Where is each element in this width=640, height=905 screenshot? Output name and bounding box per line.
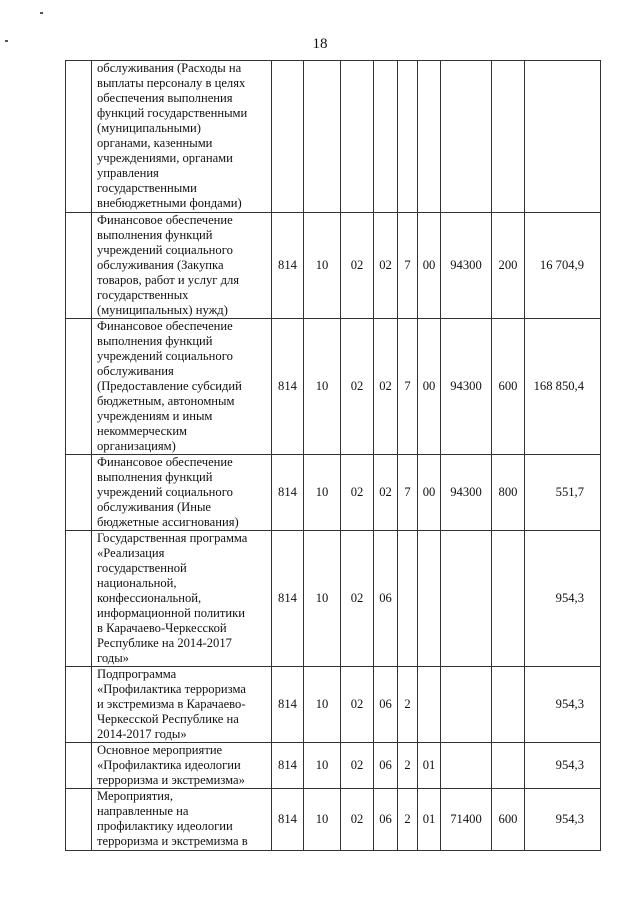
amount: 954,3 bbox=[525, 743, 601, 789]
direction-code bbox=[441, 743, 492, 789]
subprogram-code: 2 bbox=[398, 789, 418, 851]
section-code: 10 bbox=[304, 319, 341, 455]
subsection-code: 02 bbox=[341, 213, 374, 319]
table-row bbox=[66, 743, 601, 789]
subprogram-code bbox=[398, 531, 418, 667]
event-code bbox=[418, 667, 441, 743]
row-index-cell bbox=[66, 531, 92, 667]
program-code: 06 bbox=[374, 531, 398, 667]
row-description: Основное мероприятие «Профилактика идеологии терроризма и экстремизма» bbox=[92, 743, 272, 789]
table-row bbox=[66, 213, 601, 319]
row-description: обслуживания (Расходы на выплаты персоналу в целях обеспечения выполнения функций государственными (муниципальными) органами, казенными учреждениями, органами управления государственными внебюджетными фондами) bbox=[92, 61, 272, 213]
amount: 954,3 bbox=[525, 667, 601, 743]
page-number: 18 bbox=[312, 36, 328, 52]
expense-type-code: 600 bbox=[492, 319, 525, 455]
expense-type-code bbox=[492, 667, 525, 743]
event-code: 01 bbox=[418, 789, 441, 851]
section-code: 10 bbox=[304, 531, 341, 667]
ministry-code: 814 bbox=[272, 789, 304, 851]
subprogram-code: 7 bbox=[398, 319, 418, 455]
program-code: 06 bbox=[374, 789, 398, 851]
row-description: Финансовое обеспечение выполнения функций учреждений социального обслуживания (Предоставление субсидий бюджетным, автономным учреждениям и иным некоммерческим организациям) bbox=[92, 319, 272, 455]
subprogram-code bbox=[398, 61, 418, 213]
row-description: Государственная программа «Реализация государственной национальной, конфессиональной, информационной политики в Карачаево-Черкесской Республике на 2014-2017 годы» bbox=[92, 531, 272, 667]
row-index-cell bbox=[66, 667, 92, 743]
program-code: 02 bbox=[374, 455, 398, 531]
section-code: 10 bbox=[304, 667, 341, 743]
row-description: Финансовое обеспечение выполнения функций учреждений социального обслуживания (Иные бюджетные ассигнования) bbox=[92, 455, 272, 531]
table-row bbox=[66, 61, 601, 213]
subprogram-code: 2 bbox=[398, 667, 418, 743]
event-code: 00 bbox=[418, 213, 441, 319]
expense-type-code: 800 bbox=[492, 455, 525, 531]
row-description: Финансовое обеспечение выполнения функций учреждений социального обслуживания (Закупка товаров, работ и услуг для государственных (муниципальных) нужд) bbox=[92, 213, 272, 319]
section-code: 10 bbox=[304, 213, 341, 319]
program-code: 02 bbox=[374, 213, 398, 319]
ministry-code: 814 bbox=[272, 743, 304, 789]
direction-code bbox=[441, 61, 492, 213]
ministry-code: 814 bbox=[272, 455, 304, 531]
row-index-cell bbox=[66, 319, 92, 455]
subsection-code: 02 bbox=[341, 531, 374, 667]
amount bbox=[525, 61, 601, 213]
subsection-code: 02 bbox=[341, 667, 374, 743]
table-row bbox=[66, 531, 601, 667]
subsection-code: 02 bbox=[341, 319, 374, 455]
scan-speck bbox=[40, 12, 43, 14]
subsection-code: 02 bbox=[341, 743, 374, 789]
direction-code: 94300 bbox=[441, 455, 492, 531]
program-code: 06 bbox=[374, 667, 398, 743]
subsection-code bbox=[341, 61, 374, 213]
subprogram-code: 7 bbox=[398, 213, 418, 319]
amount: 168 850,4 bbox=[525, 319, 601, 455]
program-code: 06 bbox=[374, 743, 398, 789]
expense-type-code bbox=[492, 61, 525, 213]
row-index-cell bbox=[66, 743, 92, 789]
program-code bbox=[374, 61, 398, 213]
subprogram-code: 7 bbox=[398, 455, 418, 531]
row-index-cell bbox=[66, 789, 92, 851]
direction-code: 94300 bbox=[441, 319, 492, 455]
row-description: Мероприятия, направленные на профилактику идеологии терроризма и экстремизма в bbox=[92, 789, 272, 851]
table-row bbox=[66, 667, 601, 743]
section-code: 10 bbox=[304, 743, 341, 789]
direction-code bbox=[441, 531, 492, 667]
amount: 954,3 bbox=[525, 789, 601, 851]
row-index-cell bbox=[66, 455, 92, 531]
table-row bbox=[66, 455, 601, 531]
table-row bbox=[66, 319, 601, 455]
event-code: 00 bbox=[418, 455, 441, 531]
expense-type-code: 200 bbox=[492, 213, 525, 319]
direction-code: 71400 bbox=[441, 789, 492, 851]
expense-type-code: 600 bbox=[492, 789, 525, 851]
event-code: 00 bbox=[418, 319, 441, 455]
ministry-code: 814 bbox=[272, 319, 304, 455]
amount: 16 704,9 bbox=[525, 213, 601, 319]
direction-code bbox=[441, 667, 492, 743]
event-code bbox=[418, 531, 441, 667]
subsection-code: 02 bbox=[341, 789, 374, 851]
section-code: 10 bbox=[304, 455, 341, 531]
subsection-code: 02 bbox=[341, 455, 374, 531]
ministry-code: 814 bbox=[272, 213, 304, 319]
event-code bbox=[418, 61, 441, 213]
ministry-code: 814 bbox=[272, 667, 304, 743]
row-index-cell bbox=[66, 61, 92, 213]
direction-code: 94300 bbox=[441, 213, 492, 319]
expense-type-code bbox=[492, 743, 525, 789]
section-code: 10 bbox=[304, 789, 341, 851]
section-code bbox=[304, 61, 341, 213]
event-code: 01 bbox=[418, 743, 441, 789]
ministry-code: 814 bbox=[272, 531, 304, 667]
ministry-code bbox=[272, 61, 304, 213]
table-row bbox=[66, 789, 601, 851]
program-code: 02 bbox=[374, 319, 398, 455]
expense-type-code bbox=[492, 531, 525, 667]
row-description: Подпрограмма «Профилактика терроризма и экстремизма в Карачаево- Черкесской Республике на 2014-2017 годы» bbox=[92, 667, 272, 743]
subprogram-code: 2 bbox=[398, 743, 418, 789]
amount: 954,3 bbox=[525, 531, 601, 667]
row-index-cell bbox=[66, 213, 92, 319]
budget-table bbox=[65, 60, 601, 851]
amount: 551,7 bbox=[525, 455, 601, 531]
